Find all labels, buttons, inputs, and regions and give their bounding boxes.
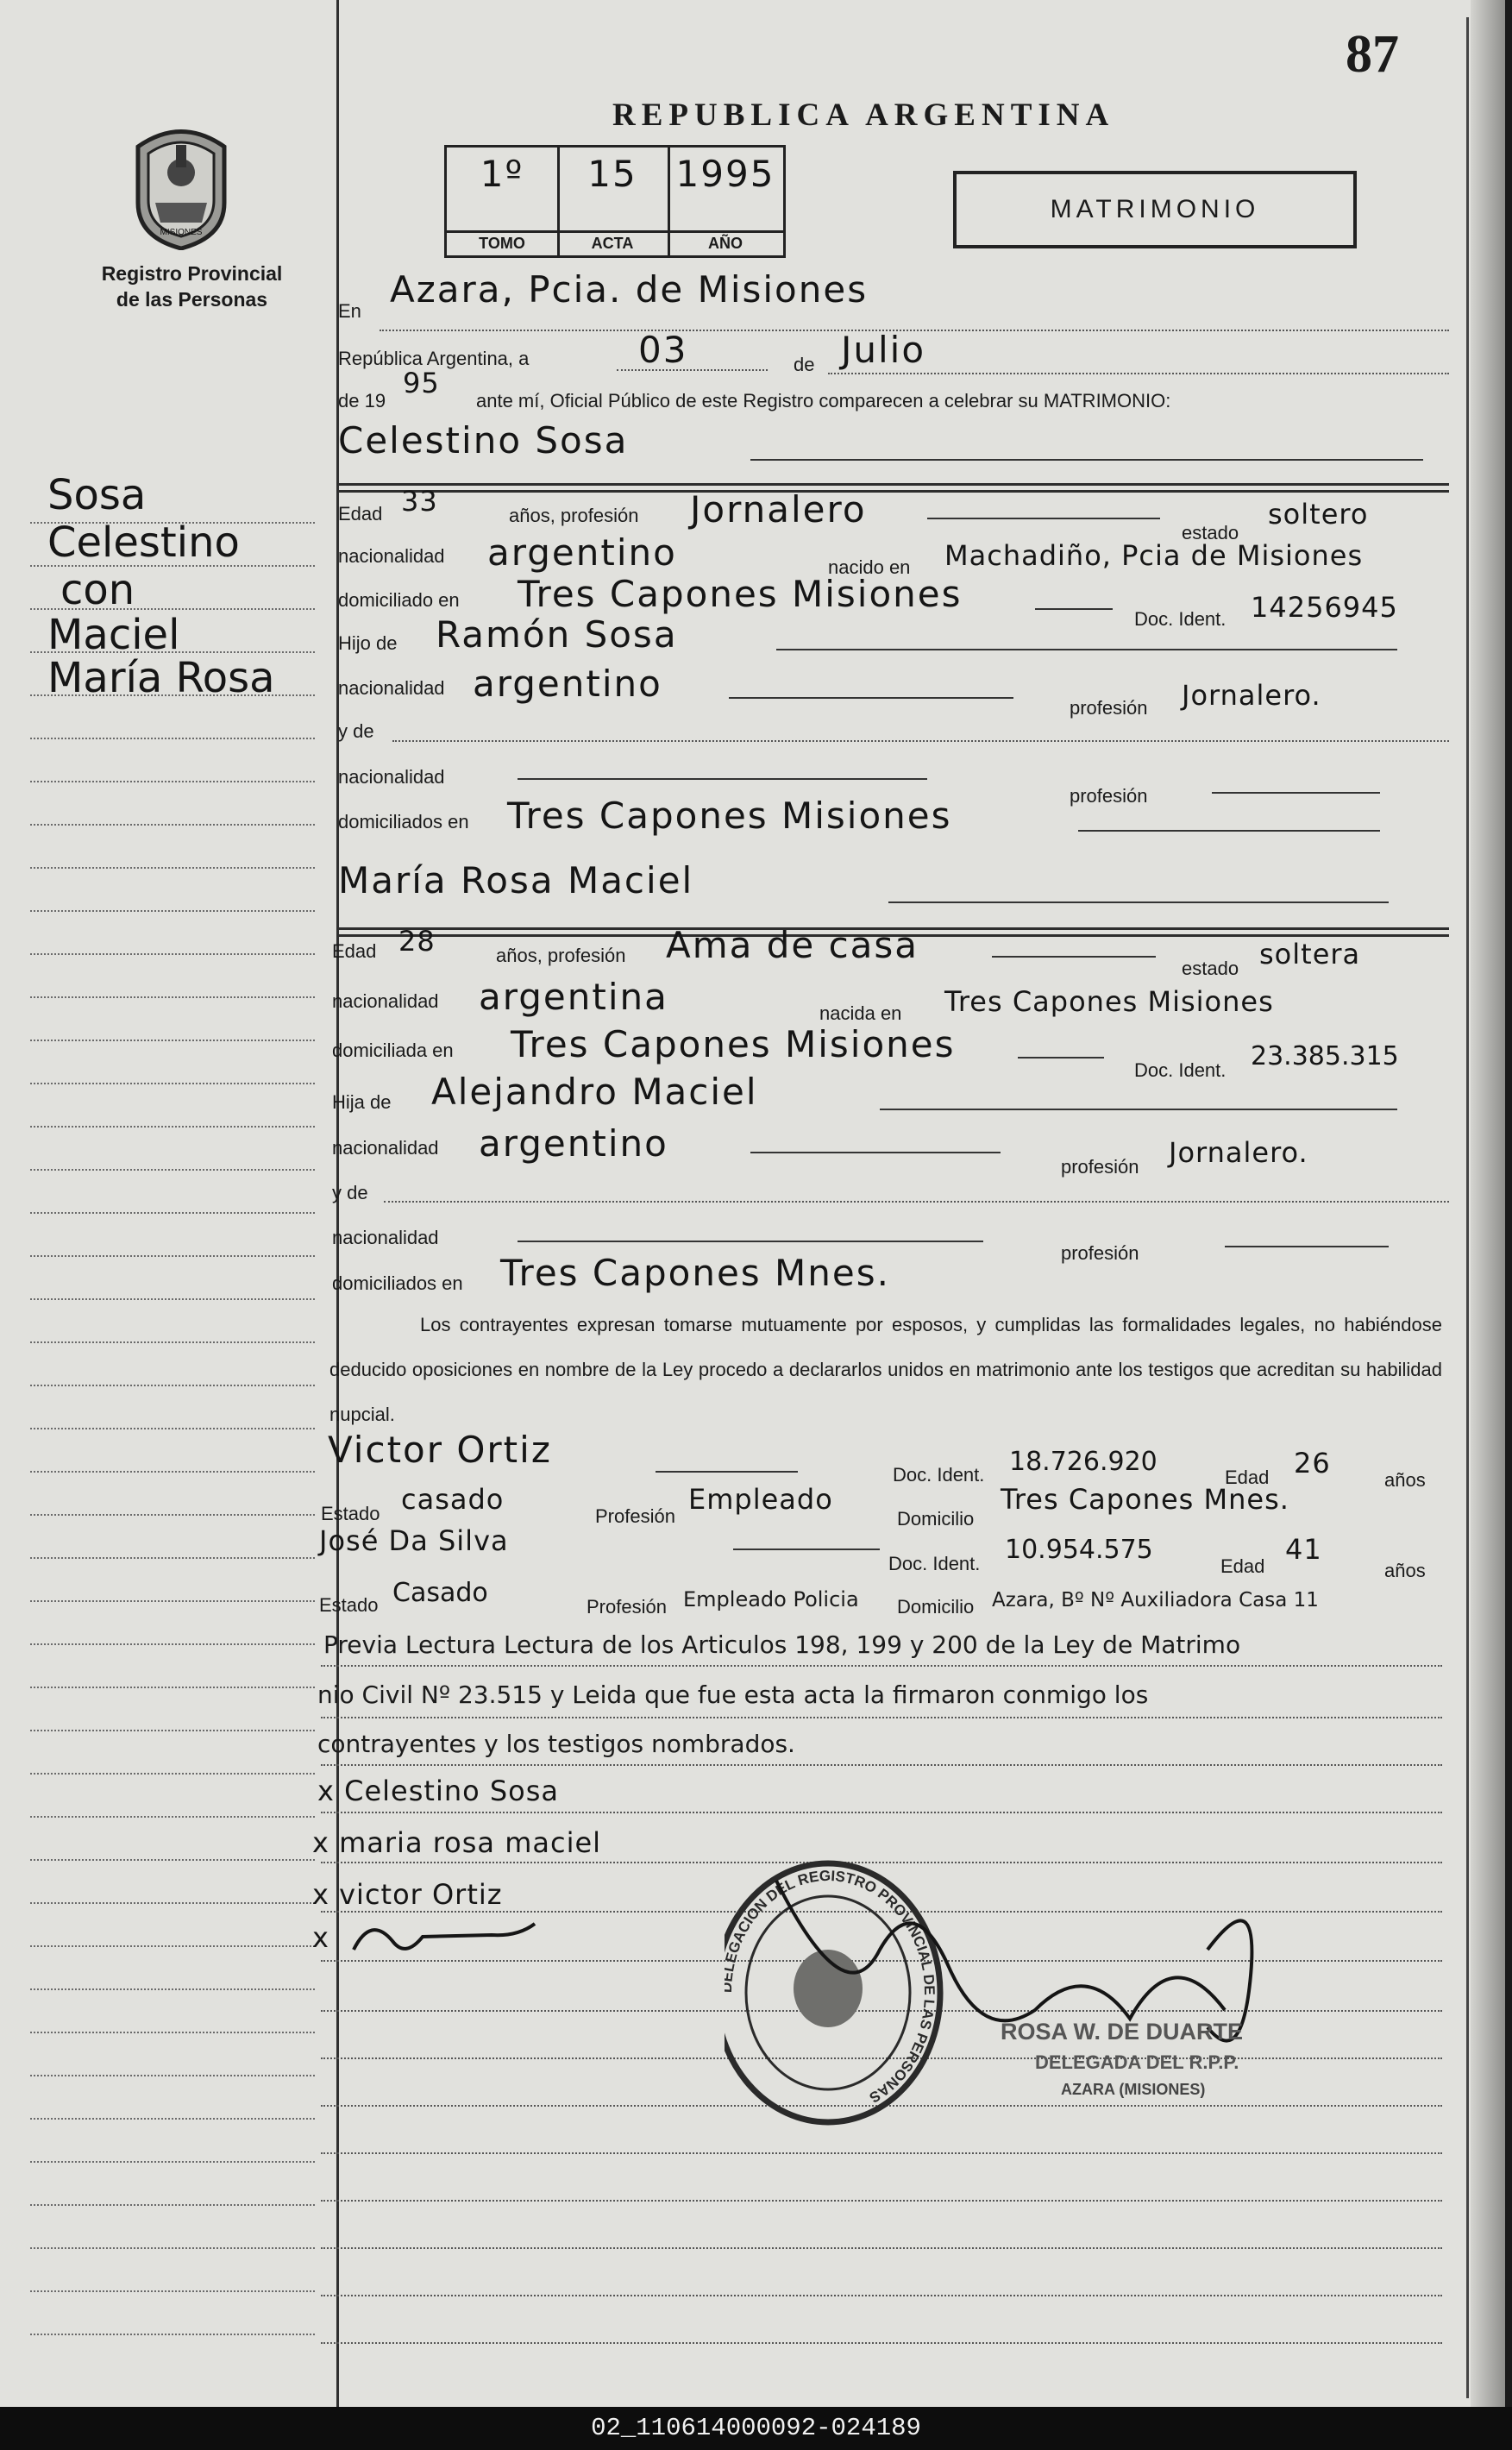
- registro-caption: [86, 261, 298, 312]
- c2-padres-dom-label: domiciliados en: [332, 1272, 463, 1294]
- acta-cell: [557, 148, 670, 255]
- c2-madre-prof-label: profesión: [1061, 1242, 1139, 1264]
- acta-label: ACTA: [557, 230, 668, 255]
- c1-nacido-en: Machadiño, Pcia de Misiones: [944, 539, 1364, 572]
- c2-padre-prof-label: profesión: [1061, 1156, 1139, 1178]
- c1-edad: 33: [401, 485, 438, 518]
- c2-nacionalidad: argentina: [479, 976, 668, 1018]
- c2-padre-nacionalidad: argentino: [479, 1122, 668, 1165]
- registry-round-stamp: [725, 1812, 1346, 2157]
- t2-profesion-label: Profesión: [587, 1596, 667, 1618]
- testigo1-profesion: Empleado: [688, 1483, 833, 1516]
- c1-padres-domicilio: Tres Capones Misiones: [507, 795, 952, 837]
- testigo2-profesion: Empleado Policia: [683, 1587, 859, 1611]
- t1-edad-label: Edad: [1225, 1467, 1270, 1488]
- margin-note-nombre1: Celestino: [47, 518, 240, 567]
- anio-value: 1995: [675, 153, 775, 195]
- c1-padre: Ramón Sosa: [436, 613, 678, 656]
- c2-madre-label: y de: [332, 1182, 368, 1203]
- t1-anos-label: años: [1384, 1469, 1426, 1491]
- ante-text: ante mí, Oficial Público de este Registro comparecen a celebrar su MATRIMONIO:: [476, 390, 1171, 411]
- c1-profesion: Jornalero: [690, 488, 867, 531]
- registro-line1: Registro Provincial: [101, 262, 283, 285]
- anio-cell: [668, 148, 783, 255]
- margin-note-apellido1: Sosa: [47, 471, 147, 519]
- c2-padre-nac-label: nacionalidad: [332, 1137, 439, 1159]
- c1-edad-label: Edad: [338, 503, 383, 525]
- c2-padre-profesion: Jornalero.: [1169, 1136, 1308, 1169]
- acta-reference-box: [444, 145, 786, 258]
- observacion-line3: contrayentes y los testigos nombrados.: [317, 1730, 795, 1758]
- dia-value: 03: [638, 329, 688, 371]
- c2-nacionalidad-label: nacionalidad: [332, 990, 439, 1012]
- c2-edad: 28: [398, 925, 436, 958]
- c2-domicilio-label: domiciliada en: [332, 1040, 454, 1061]
- t2-domicilio-label: Domicilio: [897, 1596, 975, 1618]
- t1-domicilio-label: Domicilio: [897, 1508, 975, 1530]
- c1-padres-dom-label: domiciliados en: [338, 811, 469, 832]
- c1-estado-label: estado: [1182, 522, 1239, 543]
- testigo1-doc: 18.726.920: [1009, 1447, 1158, 1477]
- c2-hija-label: Hija de: [332, 1091, 392, 1113]
- c1-domicilio-label: domiciliado en: [338, 589, 460, 611]
- anio-label: AÑO: [668, 230, 783, 255]
- c1-madre-nac-label: nacionalidad: [338, 766, 445, 788]
- c2-anos-profesion-label: años, profesión: [496, 945, 626, 966]
- republica-label: República Argentina, a: [338, 348, 530, 369]
- c2-nacida-label: nacida en: [819, 1002, 902, 1024]
- t2-doc-label: Doc. Ident.: [888, 1553, 981, 1574]
- tomo-value: 1º: [480, 153, 524, 195]
- c2-domicilio: Tres Capones Misiones: [511, 1023, 956, 1065]
- t2-estado-label: Estado: [319, 1594, 379, 1616]
- scan-reference-code: 02_110614000092-024189: [0, 2407, 1512, 2450]
- c2-madre-nac-label: nacionalidad: [332, 1227, 439, 1248]
- official-stamp-area: [725, 1812, 1346, 2157]
- firma-contrayente2: x maria rosa maciel: [312, 1826, 602, 1859]
- c1-padre-profesion: Jornalero.: [1182, 679, 1321, 712]
- c2-edad-label: Edad: [332, 940, 377, 962]
- page-edge-shadow: [1471, 0, 1505, 2407]
- c1-nacionalidad: argentino: [487, 531, 677, 574]
- country-title: REPUBLICA ARGENTINA: [612, 97, 1115, 133]
- c1-nacido-label: nacido en: [828, 556, 911, 578]
- testigo1-domicilio: Tres Capones Mnes.: [1001, 1483, 1289, 1516]
- c2-nacida-en: Tres Capones Misiones: [944, 985, 1274, 1018]
- testigo1-edad: 26: [1294, 1447, 1331, 1479]
- t2-anos-label: años: [1384, 1560, 1426, 1581]
- registro-line2: de las Personas: [116, 288, 268, 311]
- margin-note-nombre2: María Rosa: [47, 654, 275, 702]
- tomo-cell: [447, 148, 560, 255]
- c1-hijo-label: Hijo de: [338, 632, 398, 654]
- acta-value: 15: [587, 153, 637, 195]
- mes-value: Julio: [841, 329, 926, 371]
- c2-estado: soltera: [1259, 938, 1361, 971]
- testigo2-domicilio: Azara, Bº Nº Auxiliadora Casa 11: [992, 1589, 1319, 1611]
- t1-doc-label: Doc. Ident.: [893, 1464, 985, 1486]
- c2-padre: Alejandro Maciel: [431, 1071, 758, 1113]
- testigo2-edad: 41: [1285, 1533, 1322, 1566]
- t2-edad-label: Edad: [1220, 1555, 1265, 1577]
- t1-profesion-label: Profesión: [595, 1505, 675, 1527]
- testigo1-estado: casado: [401, 1483, 505, 1516]
- year-prefix: de 19: [338, 390, 386, 411]
- lugar-value: Azara, Pcia. de Misiones: [390, 268, 869, 311]
- firma-testigo2-scribble: [345, 1911, 552, 1971]
- oficial-nombre: ROSA W. DE DUARTE: [1001, 2019, 1244, 2045]
- c1-padre-nacionalidad: argentino: [473, 663, 662, 705]
- contrayente2-nombre: María Rosa Maciel: [338, 859, 694, 901]
- c1-madre-label: y de: [338, 720, 374, 742]
- observacion-line1: Previa Lectura Lectura de los Articulos 198, 199 y 200 de la Ley de Matrimo: [323, 1630, 1241, 1659]
- c1-madre-prof-label: profesión: [1070, 785, 1148, 807]
- right-border-rule: [1466, 17, 1469, 2398]
- legal-text: Los contrayentes expresan tomarse mutuamente por esposos, y cumplidas las formalidades legales, no habiéndose deducido oposiciones en nombre de la Ley procedo a declararlos unidos en matrimonio ante los testigos que acreditan su habilidad nupcial.: [329, 1314, 1442, 1425]
- c1-domicilio: Tres Capones Misiones: [518, 573, 963, 615]
- en-label: En: [338, 300, 361, 322]
- contrayente1-nombre: Celestino Sosa: [338, 419, 629, 462]
- oficial-cargo: DELEGADA DEL R.P.P.: [1035, 2051, 1239, 2073]
- t1-estado-label: Estado: [321, 1503, 380, 1524]
- c2-profesion: Ama de casa: [666, 924, 919, 966]
- de-label: de: [794, 354, 815, 375]
- coat-of-arms-seal: [129, 121, 233, 250]
- margin-note-con: con: [60, 566, 135, 614]
- testigo1-nombre: Victor Ortiz: [328, 1429, 552, 1471]
- testigo2-doc: 10.954.575: [1005, 1535, 1153, 1565]
- c2-doc: 23.385.315: [1251, 1041, 1399, 1071]
- c1-doc: 14256945: [1251, 591, 1398, 624]
- testigo2-nombre: José Da Silva: [319, 1524, 509, 1557]
- c1-padre-prof-label: profesión: [1070, 697, 1148, 719]
- year-suffix: 95: [403, 367, 440, 399]
- c1-doc-label: Doc. Ident.: [1134, 608, 1227, 630]
- firma-contrayente1: x Celestino Sosa: [317, 1775, 560, 1807]
- c2-estado-label: estado: [1182, 958, 1239, 979]
- observacion-line2: nio Civil Nº 23.515 y Leida que fue esta acta la firmaron conmigo los: [317, 1680, 1149, 1709]
- c1-nacionalidad-label: nacionalidad: [338, 545, 445, 567]
- tomo-label: TOMO: [447, 230, 557, 255]
- document-type-box: MATRIMONIO: [953, 171, 1357, 248]
- c1-estado: soltero: [1268, 498, 1369, 531]
- c2-padres-domicilio: Tres Capones Mnes.: [500, 1252, 890, 1294]
- page-number: 87: [1346, 25, 1399, 84]
- c1-anos-profesion-label: años, profesión: [509, 505, 639, 526]
- firma-testigo2-mark: x: [312, 1921, 329, 1954]
- margin-note-apellido2: Maciel: [47, 611, 180, 659]
- c1-padre-nac-label: nacionalidad: [338, 677, 445, 699]
- c2-doc-label: Doc. Ident.: [1134, 1059, 1227, 1081]
- stamp-ring-text: GACION DEL REGISTRO PROVINCIAL DE LAS PERSONAS: [725, 1867, 938, 2107]
- firma-testigo1: x victor Ortiz: [312, 1878, 503, 1911]
- testigo2-estado: Casado: [392, 1578, 488, 1608]
- oficial-lugar: AZARA (MISIONES): [1061, 2081, 1206, 2098]
- seal-label: MISIONES: [160, 228, 203, 237]
